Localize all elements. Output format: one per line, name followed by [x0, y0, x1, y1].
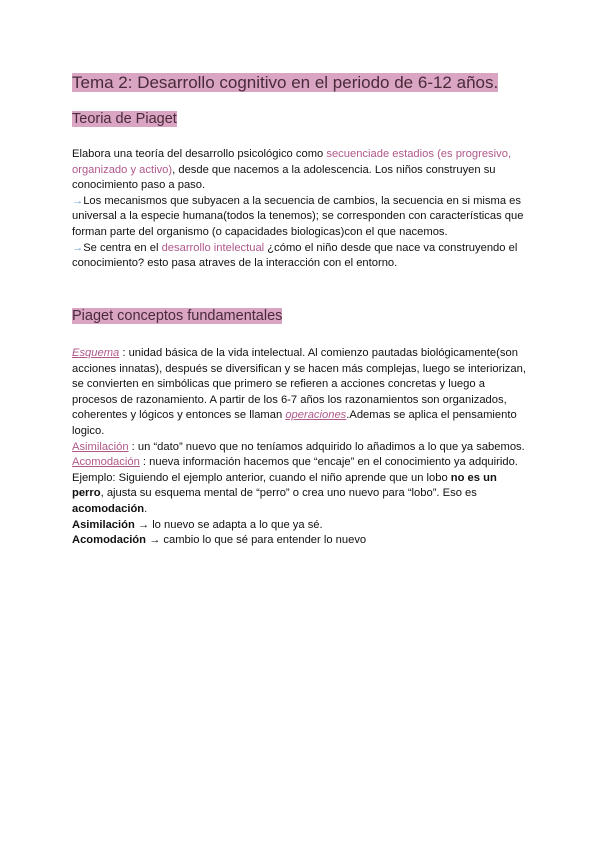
text: Elabora una teoría del desarrollo psicológico como — [72, 148, 327, 160]
page-title-text: Tema 2: Desarrollo cognitivo en el periodo de 6-12 años. — [72, 73, 499, 92]
section-heading-conceptos — [72, 307, 282, 326]
text: , ajusta su esquema mental de “perro” o crea uno nuevo para “lobo”. Eso es — [100, 487, 477, 500]
paragraph-teoria-1 — [72, 147, 528, 194]
text: : un “dato” nuevo que no teníamos adquirido lo añadimos a lo que ya sabemos. — [128, 440, 525, 453]
term-acomodacion: Acomodación — [72, 456, 140, 469]
text: . — [144, 502, 148, 515]
bold-no-es-perro: no es un perro — [72, 471, 497, 500]
summary-term-asimilacion: Asimilación — [72, 518, 135, 531]
paragraph-acomodacion — [72, 455, 528, 517]
highlight-secuencia: secuenciade estadios (es progresivo, organizado y activo) — [72, 148, 512, 176]
text: → cambio lo que sé para entender lo nuevo — [145, 534, 367, 547]
paragraph-teoria-2 — [72, 194, 528, 241]
summary-term-acomodacion: Acomodación — [72, 534, 146, 547]
paragraph-asimilacion — [72, 440, 528, 456]
text: : nueva información hacemos que “encaje” en el conocimiento ya adquirido. Ejemplo: Siguiendo el ejemplo anterior, cuando el niño aprende que un lobo — [72, 456, 518, 484]
section-conceptos-body — [72, 346, 528, 549]
section-heading-teoria — [72, 110, 177, 129]
term-asimilacion: Asimilación — [72, 440, 129, 453]
paragraph-teoria-3 — [72, 241, 528, 272]
text: ¿cómo el niño desde que nace va construyendo el conocimiento? esto pasa atraves de la interacción con el entorno. — [72, 241, 518, 270]
highlight-desarrollo-intelectual: desarrollo intelectual — [161, 241, 265, 254]
text: .Ademas se aplica el pensamiento logico. — [72, 409, 517, 437]
text: : unidad básica de la vida intelectual. Al comienzo pautadas biológicamente(son acciones innatas), después se diversifican y se hacen más complejas, luego se interiorizan, se convierten en simbólicas que primero se refieren a acciones concretas y luego a procesos de razonamiento. A partir de los 6-7 años los razonamientos son organizados, coherentes y lógicos y entonces se llaman — [72, 347, 526, 422]
section-teoria-body — [72, 147, 528, 272]
arrow-icon: → — [72, 194, 84, 207]
term-operaciones: operaciones — [285, 409, 347, 422]
section-heading-conceptos-text: Piaget conceptos fundamentales — [72, 308, 283, 324]
bold-acomodacion: acomodación — [72, 502, 145, 515]
summary-acomodacion — [72, 533, 528, 549]
text: Se centra en el — [83, 241, 162, 254]
term-esquema: Esquema — [72, 347, 120, 359]
paragraph-esquema — [72, 346, 528, 440]
text: → lo nuevo se adapta a lo que ya sé. — [134, 518, 323, 531]
arrow-icon: → — [72, 241, 84, 254]
summary-asimilacion — [72, 518, 528, 534]
section-heading-teoria-text: Teoria de Piaget — [72, 111, 177, 127]
text: , desde que nacemos a la adolescencia. Los niños construyen su conocimiento paso a paso. — [72, 163, 496, 192]
text: Los mecanismos que subyacen a la secuencia de cambios, la secuencia en si misma es universal a la especie humana(todos la tenemos); se corresponden con características que forman parte del organismo (o capacidades biologicas)con el que nacemos. — [72, 194, 524, 238]
page-title — [72, 72, 498, 94]
